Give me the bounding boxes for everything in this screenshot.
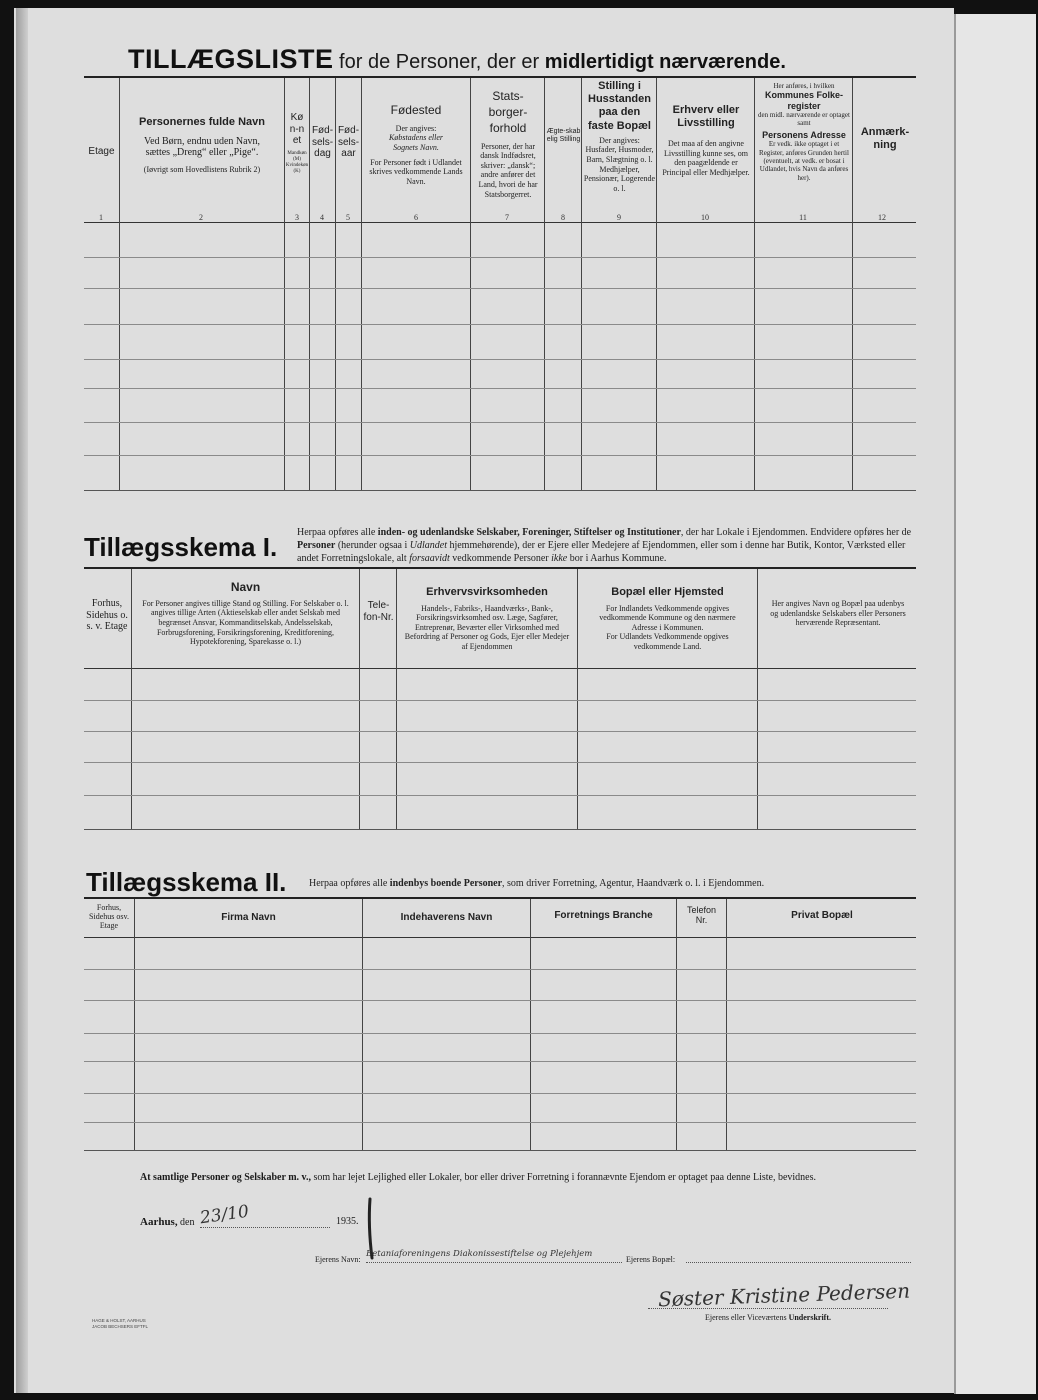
date-line: [200, 1227, 330, 1228]
skema2-description: [309, 877, 919, 890]
col-koennet-header: [285, 112, 309, 175]
skema2-text-b: indenbys boende Personer: [389, 878, 503, 889]
skema1-col-navn-sub: For Personer angives tillige Stand og Stilling. For Selskaber o. l. angives tillige Arten (Aktieselskab eller andet Selskab med begrænset Ansvar, Kommanditselskab, Andelsselskab, Forbrugsforening, Forsikringsforening, Kreditforening, Hypotekforening, Sparekasse o. l.): [142, 598, 349, 647]
col-num-9: 9: [617, 213, 621, 222]
skema2-col-indehaver-header: Indehaverens Navn: [400, 912, 493, 923]
next-page-edge: [954, 14, 1036, 1394]
col-koennet-sub: Mandkøn (M) Kvindekøn (K): [285, 150, 309, 174]
col-navn-sub: Ved Børn, endnu uden Navn, sættes „Dreng“ eller „Pige“.: [143, 135, 261, 159]
skema1-text-10: bor i Aarhus Kommune.: [567, 553, 667, 564]
col-num-8: 8: [561, 213, 565, 222]
printer-imprint: [92, 1318, 148, 1331]
skema1-col-repraesentant-sub: Her angives Navn og Bopæl paa udenbys og udenlandske Selskabers eller Personers herværende Repræsentant.: [770, 599, 906, 628]
col-num-5: 5: [346, 213, 350, 222]
col-foedselsdag-header: Fød-sels-dag: [311, 125, 334, 159]
skema1-text-6: hjemmehørende), der er Ejere eller Medejere af Ejendommen, eller som i denne har Butik, Kontor, Værksted eller andet Forretningslokale, alt: [297, 540, 906, 564]
skema1-col-repraesentant-header: [760, 599, 916, 628]
col-adresse-header: [756, 82, 852, 182]
tillaegsliste-title-main: TILLÆGSLISTE: [128, 44, 334, 74]
skema1-text-4: (herunder ogsaa i: [335, 540, 410, 551]
owner-address-label: Ejerens Bopæl:: [626, 1255, 676, 1264]
col-foedested-sub-italic: Købstadens eller Sognets Navn.: [389, 133, 443, 152]
col-num-1: 1: [99, 213, 103, 222]
col-num-4: 4: [320, 213, 324, 222]
col-num-3: 3: [295, 213, 299, 222]
signature-line: [648, 1308, 888, 1309]
skema1-col-telefon-header: Tele-fon-Nr.: [363, 600, 394, 623]
skema1-col-bopael-sub2: For Udlandets Vedkommende opgives vedkommende Land.: [606, 632, 729, 652]
skema1-title: Tillægsskema I.: [84, 532, 278, 562]
col-num-6: 6: [414, 213, 418, 222]
col-statsborger-title: Stats-borger-forhold: [488, 89, 528, 136]
skema2-col-etage-header: Forhus, Sidehus osv. Etage: [89, 903, 129, 931]
col-foedested-sub2: For Personer født i Udlandet skrives vedkommende Lands Navn.: [369, 157, 463, 186]
col-statsborger-header: [472, 88, 544, 199]
skema2-text-a: Herpaa opføres alle: [309, 878, 390, 889]
skema1-text-1: inden- og udenlandske Selskaber, Foreninger, Stiftelser og Institutioner: [377, 527, 681, 538]
skema1-col-navn-title: Navn: [230, 580, 261, 594]
year-label: 1935.: [336, 1216, 359, 1227]
skema2-title: Tillægsskema II.: [86, 867, 287, 897]
skema2-col-telefon-header: Telefon Nr.: [686, 905, 717, 926]
col-erhverv-sub: Det maa af den angivne Livsstilling kunne ses, om den paagældende er Principal eller Medhjælper.: [662, 139, 750, 178]
declaration-text-a: At samtlige Personer og Selskaber m. v.,: [140, 1172, 312, 1183]
signature-caption: [705, 1313, 831, 1322]
skema1-col-erhverv-header: [398, 586, 576, 652]
col-adresse-title: Personens Adresse: [762, 129, 846, 140]
col-foedested-sub: Der angives:: [395, 123, 437, 133]
owner-address-line: [686, 1262, 911, 1263]
skema1-text-0: Herpaa opføres alle: [297, 527, 378, 538]
skema1-col-bopael-header: [579, 586, 756, 652]
col-stilling-header: [583, 80, 656, 193]
declaration-text-b: som har lejet Lejlighed eller Lokaler, bor eller driver Forretning i forannævnte Ejendom er optaget paa denne Liste, bevidnes.: [311, 1172, 816, 1183]
col-etage-header: Etage: [88, 146, 115, 157]
col-foedselsaar-header: Fød-sels-aar: [337, 125, 360, 159]
col-navn-header: [122, 116, 282, 174]
col-koennet-title: Køn-net: [289, 112, 305, 146]
binding-edge: [16, 8, 28, 1393]
skema1-description: [297, 526, 917, 565]
skema1-col-erhverv-title: Erhvervsvirksomheden: [426, 586, 548, 598]
date-handwritten: 23/10: [198, 1201, 251, 1229]
col-erhverv-header: [658, 104, 754, 178]
col-anmaerkning-header: Anmærk-ning: [860, 126, 910, 151]
skema1-text-3: Personer: [297, 540, 336, 551]
col-num-11: 11: [799, 213, 807, 222]
skema2-col-firma-header: Firma Navn: [221, 912, 276, 923]
printer-line-1: HAGE & HOLST, AARHUS: [92, 1318, 146, 1323]
col-stilling-sub: Der angives: Husfader, Husmoder, Barn, Slægtning o. l. Medhjælper, Pensionær, Logerende o. l.: [583, 135, 656, 193]
col-erhverv-title: Erhverv eller Livsstilling: [672, 104, 740, 129]
col-foedested-title: Fødested: [390, 103, 442, 117]
declaration-text: [140, 1172, 920, 1183]
col-adresse-pre: Her anføres, i hvilken: [773, 82, 835, 90]
signature-caption-a: Ejerens eller Viceværtens: [705, 1313, 789, 1322]
den-label: den: [180, 1217, 195, 1228]
owner-name-line: [366, 1262, 622, 1263]
tillaegsliste-title-end: midlertidigt nærværende.: [544, 51, 786, 73]
signature-caption-b: Underskrift.: [788, 1313, 832, 1322]
skema2-text-c: , som driver Forretning, Agentur, Haandværk o. l. i Ejendommen.: [502, 878, 765, 889]
printer-line-2: JACOB BECHSERS EFTFL: [92, 1324, 149, 1330]
col-navn-sub2: (Iøvrigt som Hovedlistens Rubrik 2): [143, 164, 261, 174]
col-stilling-title: Stilling i Husstanden paa den faste Bopæl: [588, 80, 651, 132]
skema2-col-branche-header: Forretnings Branche: [554, 910, 653, 921]
col-num-2: 2: [199, 213, 203, 222]
city-label: Aarhus,: [140, 1216, 178, 1228]
col-num-12: 12: [878, 213, 886, 222]
skema1-col-bopael-title: Bopæl eller Hjemsted: [611, 586, 724, 598]
col-navn-title: Personernes fulde Navn: [139, 116, 265, 128]
tillaegsliste-title-mid: for de Personer, der er: [333, 51, 545, 73]
col-adresse-pre2: den midl. nærværende er optaget samt: [758, 111, 850, 128]
col-foedested-header: [363, 104, 469, 186]
col-adresse-sub: Er vedk. ikke optaget i et Register, anføres Grunden hertil (eventuelt, at vedk. er bosat i Udlandet, hvis Navn da anføres her).: [759, 140, 849, 182]
skema1-text-8: vedkommende Personer: [449, 553, 552, 564]
tillaegsliste-title: [128, 44, 888, 78]
signer-handwritten: Søster Kristine Pedersen: [657, 1278, 911, 1312]
skema1-col-etage-header: Forhus, Sidehus o. s. v. Etage: [86, 598, 128, 632]
col-aegteskab-header: Ægte-skabelig Stilling: [546, 128, 581, 144]
owner-name-label: Ejerens Navn:: [315, 1255, 361, 1264]
skema1-col-erhverv-sub: Handels-, Fabriks-, Haandværks-, Bank-, Forsikringsvirksomhed osv. Læge, Sagfører, Entreprenør, Beværter eller Virksomhed med Befordring af Personer og Gods, Ejer eller Medejer af Ejendommen: [404, 603, 570, 652]
col-adresse-pre-bold: Kommunes Folke-register: [764, 90, 843, 111]
owner-name-handwritten: Betaniaforeningens Diakonissestiftelse og Plejehjem: [366, 1249, 593, 1259]
skema1-col-navn-header: [133, 581, 358, 647]
skema1-text-7: forsaavidt: [409, 553, 450, 564]
col-statsborger-sub: Personer, der har dansk Indfødsret, skriver: „dansk“; andre anfører det Land, hvori de har Statsborgerret.: [478, 141, 538, 199]
col-num-7: 7: [505, 213, 509, 222]
skema1-text-5: Udlandet: [409, 540, 447, 551]
col-num-10: 10: [701, 213, 709, 222]
skema2-col-bopael-header: Privat Bopæl: [791, 910, 853, 921]
skema1-text-9: ikke: [551, 553, 568, 564]
skema1-text-2: , der har Lokale i Ejendommen. Endvidere opføres her de: [680, 527, 912, 538]
skema1-col-bopael-sub: For Indlandets Vedkommende opgives vedkommende Kommune og den nærmere Adresse i Kommunen.: [599, 603, 736, 632]
